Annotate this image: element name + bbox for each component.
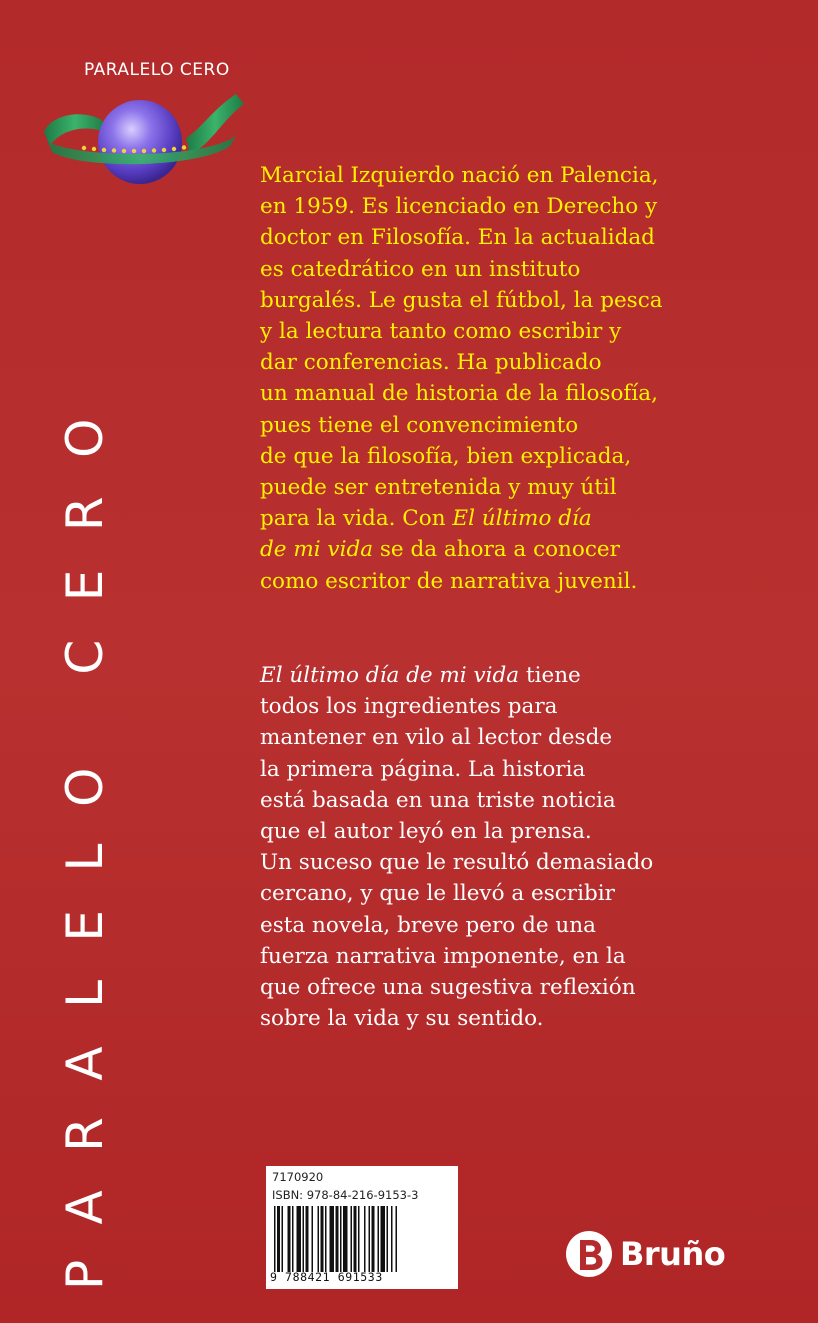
bio-line: en 1959. Es licenciado en Derecho y [260,194,658,220]
book-title-italic: El último día [452,506,592,532]
barcode-bar [282,1206,284,1272]
barcode-bar [292,1206,294,1272]
globe-ribbon-logo-icon [40,80,250,200]
bio-line: puede ser entretenida y muy útil [260,475,617,501]
summary-line [260,660,810,691]
barcode-bar [312,1206,314,1272]
barcode-bar [364,1206,366,1272]
summary-line: cercano, y que le llevó a escribir [260,881,615,907]
barcode-bar [391,1206,393,1272]
barcode-bars [272,1206,452,1272]
publisher-logo [564,1228,725,1280]
barcode-bar [381,1206,386,1272]
summary-line: todos los ingredientes para [260,694,558,720]
barcode-bar [351,1206,353,1272]
book-title-italic: de mi vida [260,537,374,563]
barcode-bar [340,1206,342,1272]
book-summary [260,660,810,1034]
summary-line: Un suceso que le resultó demasiado [260,850,654,876]
barcode-bar [336,1206,339,1272]
product-code: 7170920 [272,1170,324,1184]
summary-line: fuerza narrativa imponente, en la [260,943,626,969]
summary-line-text: tiene [525,663,581,688]
bio-line [260,534,810,565]
bio-line-text: se da ahora a conocer [379,537,620,563]
bio-line: burgalés. Le gusta el fútbol, la pesca [260,287,663,313]
barcode-bar [343,1206,348,1272]
bio-line: de que la filosofía, bien explicada, [260,443,632,469]
summary-line: esta novela, breve pero de una [260,912,596,938]
publisher-name: Bruño [620,1235,726,1273]
barcode-bar [297,1206,302,1272]
author-bio [260,160,810,597]
series-name: PARALELO CERO [84,60,230,80]
barcode-label [266,1166,458,1289]
barcode-bar [288,1206,291,1272]
vertical-series-title: PARALELO CERO [56,380,114,1290]
barcode-bar [354,1206,357,1272]
summary-line: sobre la vida y su sentido. [260,1006,544,1032]
barcode-bar [396,1206,398,1272]
bio-line: y la lectura tanto como escribir y [260,319,622,345]
barcode-bar [303,1206,305,1272]
barcode-bar [330,1206,335,1272]
bio-line: un manual de historia de la filosofía, [260,381,658,407]
barcode-bar [274,1206,276,1272]
bio-line: dar conferencias. Ha publicado [260,350,602,376]
barcode-digits: 9 788421 691533 [270,1270,383,1284]
summary-line: mantener en vilo al lector desde [260,725,613,751]
book-title-italic: El último día de mi vida [260,663,520,688]
barcode-bar [321,1206,324,1272]
barcode-bar [378,1206,380,1272]
bruno-b-logo-icon [564,1229,614,1279]
summary-line: está basada en una triste noticia [260,787,616,813]
bio-line: doctor en Filosofía. En la actualidad [260,225,655,251]
barcode-bar [369,1206,371,1272]
bio-line [260,503,810,534]
bio-line-text: para la vida. Con [260,506,446,532]
bio-line: pues tiene el convencimiento [260,412,579,438]
bio-line: es catedrático en un instituto [260,256,581,282]
isbn-number: ISBN: 978-84-216-9153-3 [272,1188,419,1202]
summary-line: que el autor leyó en la prensa. [260,819,592,845]
bio-line: Marcial Izquierdo nació en Palencia, [260,163,659,188]
barcode-bar [387,1206,389,1272]
barcode-bar [318,1206,320,1272]
summary-line: que ofrece una sugestiva reflexión [260,975,636,1001]
barcode-bar [277,1206,280,1272]
summary-line: la primera página. La historia [260,756,586,782]
barcode-bar [325,1206,327,1272]
barcode-bar [372,1206,375,1272]
bio-line: como escritor de narrativa juvenil. [260,568,638,594]
barcode-bar [358,1206,360,1272]
barcode-bar [306,1206,309,1272]
